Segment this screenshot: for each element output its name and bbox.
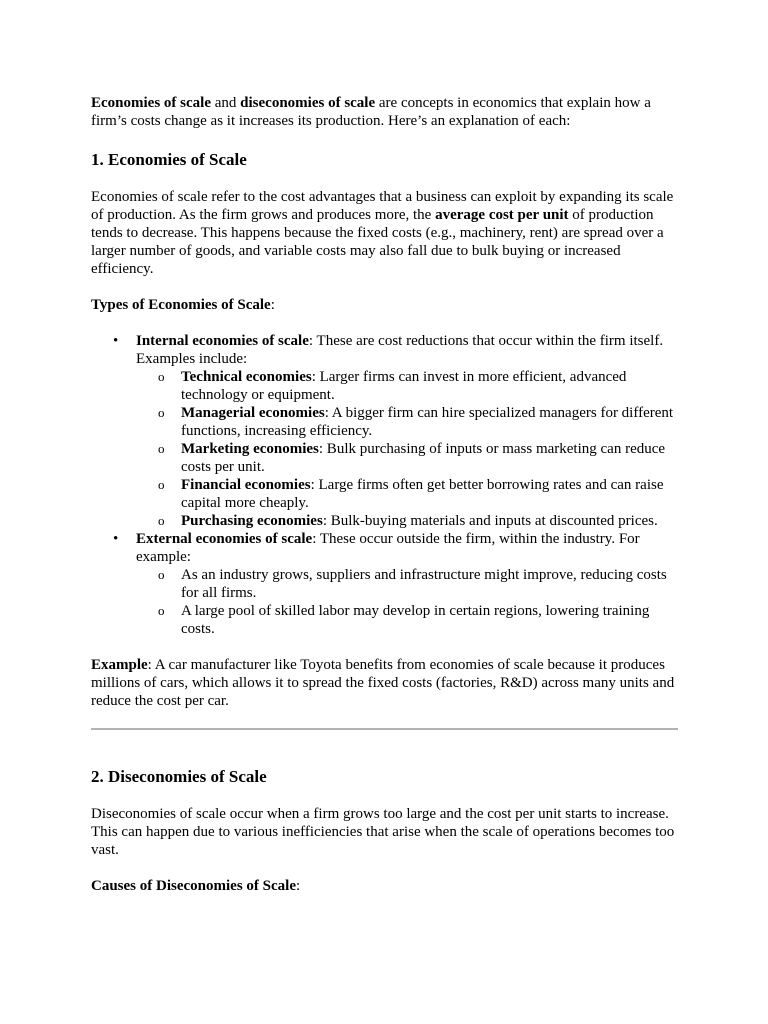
sub-bullet-icon: o [158, 477, 165, 492]
internal-desc: : These are cost reductions that occur within the firm itself. Examples include: [136, 333, 664, 367]
sublist-item-title: Purchasing economies [181, 513, 323, 529]
sublist-item-desc: : Large firms often get better borrowing rates and can raise capital more cheaply. [181, 477, 664, 511]
intro-and: and [210, 95, 241, 111]
sublist-item-purchasing [136, 512, 681, 530]
sub-bullet-icon: o [158, 369, 165, 384]
sub-bullet-icon: o [158, 405, 165, 420]
sub-bullet-icon: o [158, 513, 165, 528]
types-heading-label: Types of Economies of Scale [91, 297, 271, 313]
sublist-item-title: Managerial economies [181, 405, 325, 421]
causes-heading-label: Causes of Diseconomies of Scale [91, 878, 296, 894]
example-text: : A car manufacturer like Toyota benefits from economies of scale because it produces millions of cars, which allows it to spread the fixed costs (factories, R&D) across many units and reduce the cost per car. [91, 657, 675, 709]
section1-para-bold: average cost per unit [435, 207, 569, 223]
sublist-item-desc: : Larger firms can invest in more efficient, advanced technology or equipment. [181, 369, 627, 403]
intro-term-economies: Economies of scale [91, 95, 211, 111]
types-list [91, 332, 681, 638]
sublist-item-technical [136, 368, 681, 404]
sub-bullet-icon: o [158, 567, 165, 582]
types-heading [91, 296, 681, 314]
sublist-item-text: As an industry grows, suppliers and infrastructure might improve, reducing costs for all firms. [181, 567, 667, 601]
example-paragraph [91, 656, 681, 710]
list-item-external [91, 530, 681, 638]
sub-bullet-icon: o [158, 441, 165, 456]
section1-paragraph [91, 188, 681, 278]
example-label: Example [91, 657, 148, 673]
section1-para-part2: of production tends to decrease. This happens because the fixed costs (e.g., machinery, rent) are spread over a larger number of goods, and variable costs may also fall due to bulk buying or increased efficiency. [91, 207, 664, 277]
sublist-item-title: Technical economies [181, 369, 312, 385]
sublist-item-text: A large pool of skilled labor may develop in certain regions, lowering training costs. [181, 603, 650, 637]
sublist-item-skilled-labor [136, 602, 681, 638]
internal-sublist [136, 368, 681, 530]
section2-heading: 2. Diseconomies of Scale [91, 767, 267, 786]
bullet-icon: • [113, 333, 119, 349]
section2-paragraph: Diseconomies of scale occur when a firm grows too large and the cost per unit starts to increase. This can happen due to various inefficiencies that arise when the scale of operations becomes too vast. [91, 806, 675, 858]
sublist-item-title: Financial economies [181, 477, 311, 493]
sublist-item-title: Marketing economies [181, 441, 319, 457]
types-heading-colon: : [270, 297, 275, 313]
sublist-item-financial [136, 476, 681, 512]
sublist-item-industry-growth [136, 566, 681, 602]
causes-heading [91, 877, 681, 895]
causes-heading-colon: : [295, 878, 301, 894]
intro-rest: are concepts in economics that explain how a firm’s costs change as it increases its production. Here’s an explanation of each: [91, 95, 651, 129]
sublist-item-managerial [136, 404, 681, 440]
sublist-item-marketing [136, 440, 681, 476]
intro-paragraph [91, 94, 681, 130]
sub-bullet-icon: o [158, 603, 165, 618]
sublist-item-desc: : Bulk purchasing of inputs or mass marketing can reduce costs per unit. [181, 441, 666, 475]
external-desc: : These occur outside the firm, within the industry. For example: [136, 531, 640, 565]
external-sublist [136, 566, 681, 638]
section1-para-part1: Economies of scale refer to the cost advantages that a business can exploit by expanding its scale of production. As the firm grows and produces more, the [91, 189, 674, 223]
bullet-icon: • [113, 531, 119, 547]
section1-heading: 1. Economies of Scale [91, 150, 247, 169]
list-item-internal [91, 332, 681, 530]
sublist-item-desc: : Bulk-buying materials and inputs at discounted prices. [322, 513, 658, 529]
intro-term-diseconomies: diseconomies of scale [240, 95, 376, 111]
external-title: External economies of scale [136, 531, 313, 547]
internal-title: Internal economies of scale [136, 333, 309, 349]
document-content [91, 94, 681, 895]
sublist-item-desc: : A bigger firm can hire specialized managers for different functions, increasing efficiency. [181, 405, 674, 439]
section-divider [91, 728, 678, 730]
